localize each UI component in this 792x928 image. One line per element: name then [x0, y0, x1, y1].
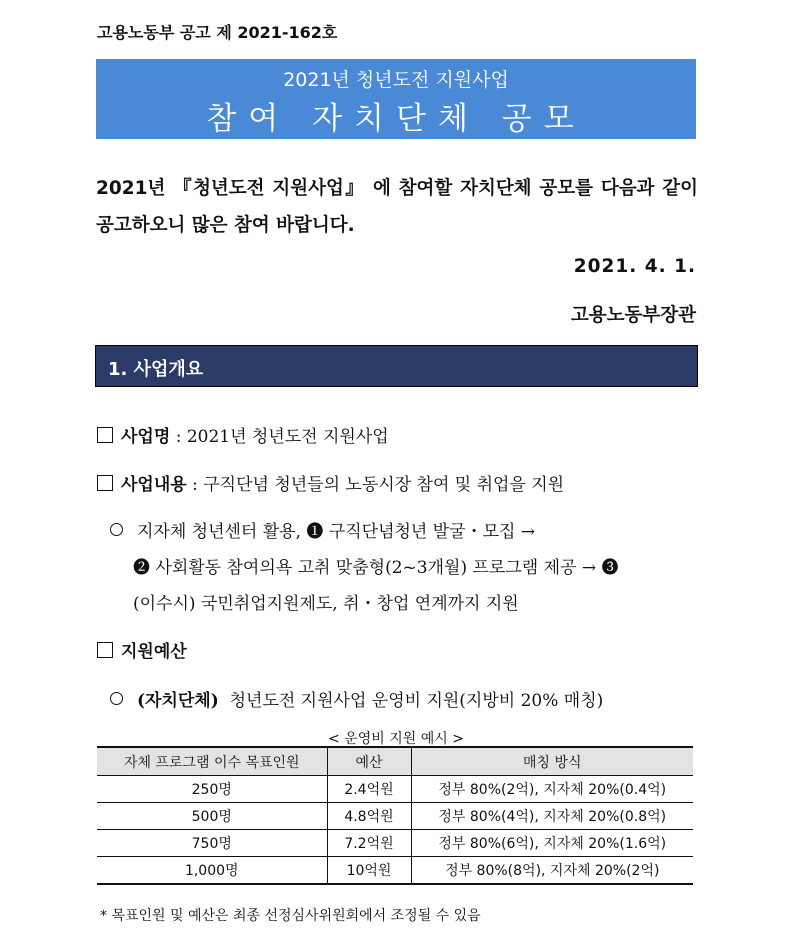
hollow-circle-bullet-icon — [110, 523, 123, 536]
table-cell: 750명 — [97, 830, 327, 857]
table-cell: 7.2억원 — [327, 830, 411, 857]
notice-date: 2021. 4. 1. — [573, 256, 696, 277]
section-title: 1. 사업개요 — [108, 359, 204, 380]
checkbox-square-icon — [97, 475, 113, 491]
issuer-name: 고용노동부장관 — [570, 305, 696, 326]
budget-bullet-text: 청년도전 지원사업 운영비 지원(지방비 20% 매칭) — [229, 691, 604, 711]
column-header: 자체 프로그램 이수 목표인원 — [97, 747, 327, 776]
content-bullet-line1 — [110, 517, 535, 542]
table-row — [97, 803, 693, 830]
project-content-label: 사업내용 — [121, 475, 187, 495]
budget-label: 지원예산 — [121, 642, 187, 662]
checkbox-square-icon — [97, 642, 113, 658]
table-cell: 2.4억원 — [327, 776, 411, 803]
intro-paragraph: 2021년 『청년도전 지원사업』 에 참여할 자치단체 공모를 다음과 같이 공고하오니 많은 참여 바랍니다. — [96, 178, 698, 236]
table-cell: 4.8억원 — [327, 803, 411, 830]
table-cell: 250명 — [97, 776, 327, 803]
banner-subtitle: 2021년 청년도전 지원사업 — [283, 69, 509, 91]
table-cell: 1,000명 — [97, 857, 327, 885]
title-banner — [96, 59, 696, 139]
content-bullet-line2: ❷ 사회활동 참여의욕 고취 맞춤형(2~3개월) 프로그램 제공 → ❸ — [133, 558, 619, 578]
table-row — [97, 830, 693, 857]
column-header: 예산 — [327, 747, 411, 776]
table-cell: 500명 — [97, 803, 327, 830]
checkbox-square-icon — [97, 427, 113, 443]
project-content-item — [97, 470, 564, 495]
budget-bullet-bold: (자치단체) — [137, 691, 219, 711]
content-bullet-text1: 지자체 청년센터 활용, ❶ 구직단념청년 발굴・모집 → — [137, 522, 536, 542]
project-name-label: 사업명 — [121, 427, 171, 447]
project-name-text: : 2021년 청년도전 지원사업 — [175, 427, 389, 447]
budget-bullet — [110, 686, 603, 711]
section-header — [95, 345, 698, 387]
project-name-item — [97, 422, 389, 447]
table-row — [97, 776, 693, 803]
table-cell: 10억원 — [327, 857, 411, 885]
hollow-circle-bullet-icon — [110, 692, 123, 705]
table-row — [97, 857, 693, 885]
project-content-text: : 구직단념 청년들의 노동시장 참여 및 취업을 지원 — [192, 475, 565, 495]
table-header-row — [97, 747, 693, 776]
column-header: 매칭 방식 — [411, 747, 693, 776]
table-cell: 정부 80%(8억), 지자체 20%(2억) — [411, 857, 693, 885]
table-cell: 정부 80%(2억), 지자체 20%(0.4억) — [411, 776, 693, 803]
budget-example-table — [97, 746, 693, 885]
notice-number: 고용노동부 공고 제 2021-162호 — [97, 23, 338, 42]
footnote: * 목표인원 및 예산은 최종 선정심사위원회에서 조정될 수 있음 — [100, 908, 481, 924]
table-caption: < 운영비 지원 예시 > — [328, 731, 464, 747]
table-cell: 정부 80%(4억), 지자체 20%(0.8억) — [411, 803, 693, 830]
banner-title: 참여 자치단체 공모 — [206, 101, 586, 137]
content-bullet-line3: (이수시) 국민취업지원제도, 취・창업 연계까지 지원 — [133, 594, 519, 614]
budget-item — [97, 637, 187, 662]
table-cell: 정부 80%(6억), 지자체 20%(1.6억) — [411, 830, 693, 857]
